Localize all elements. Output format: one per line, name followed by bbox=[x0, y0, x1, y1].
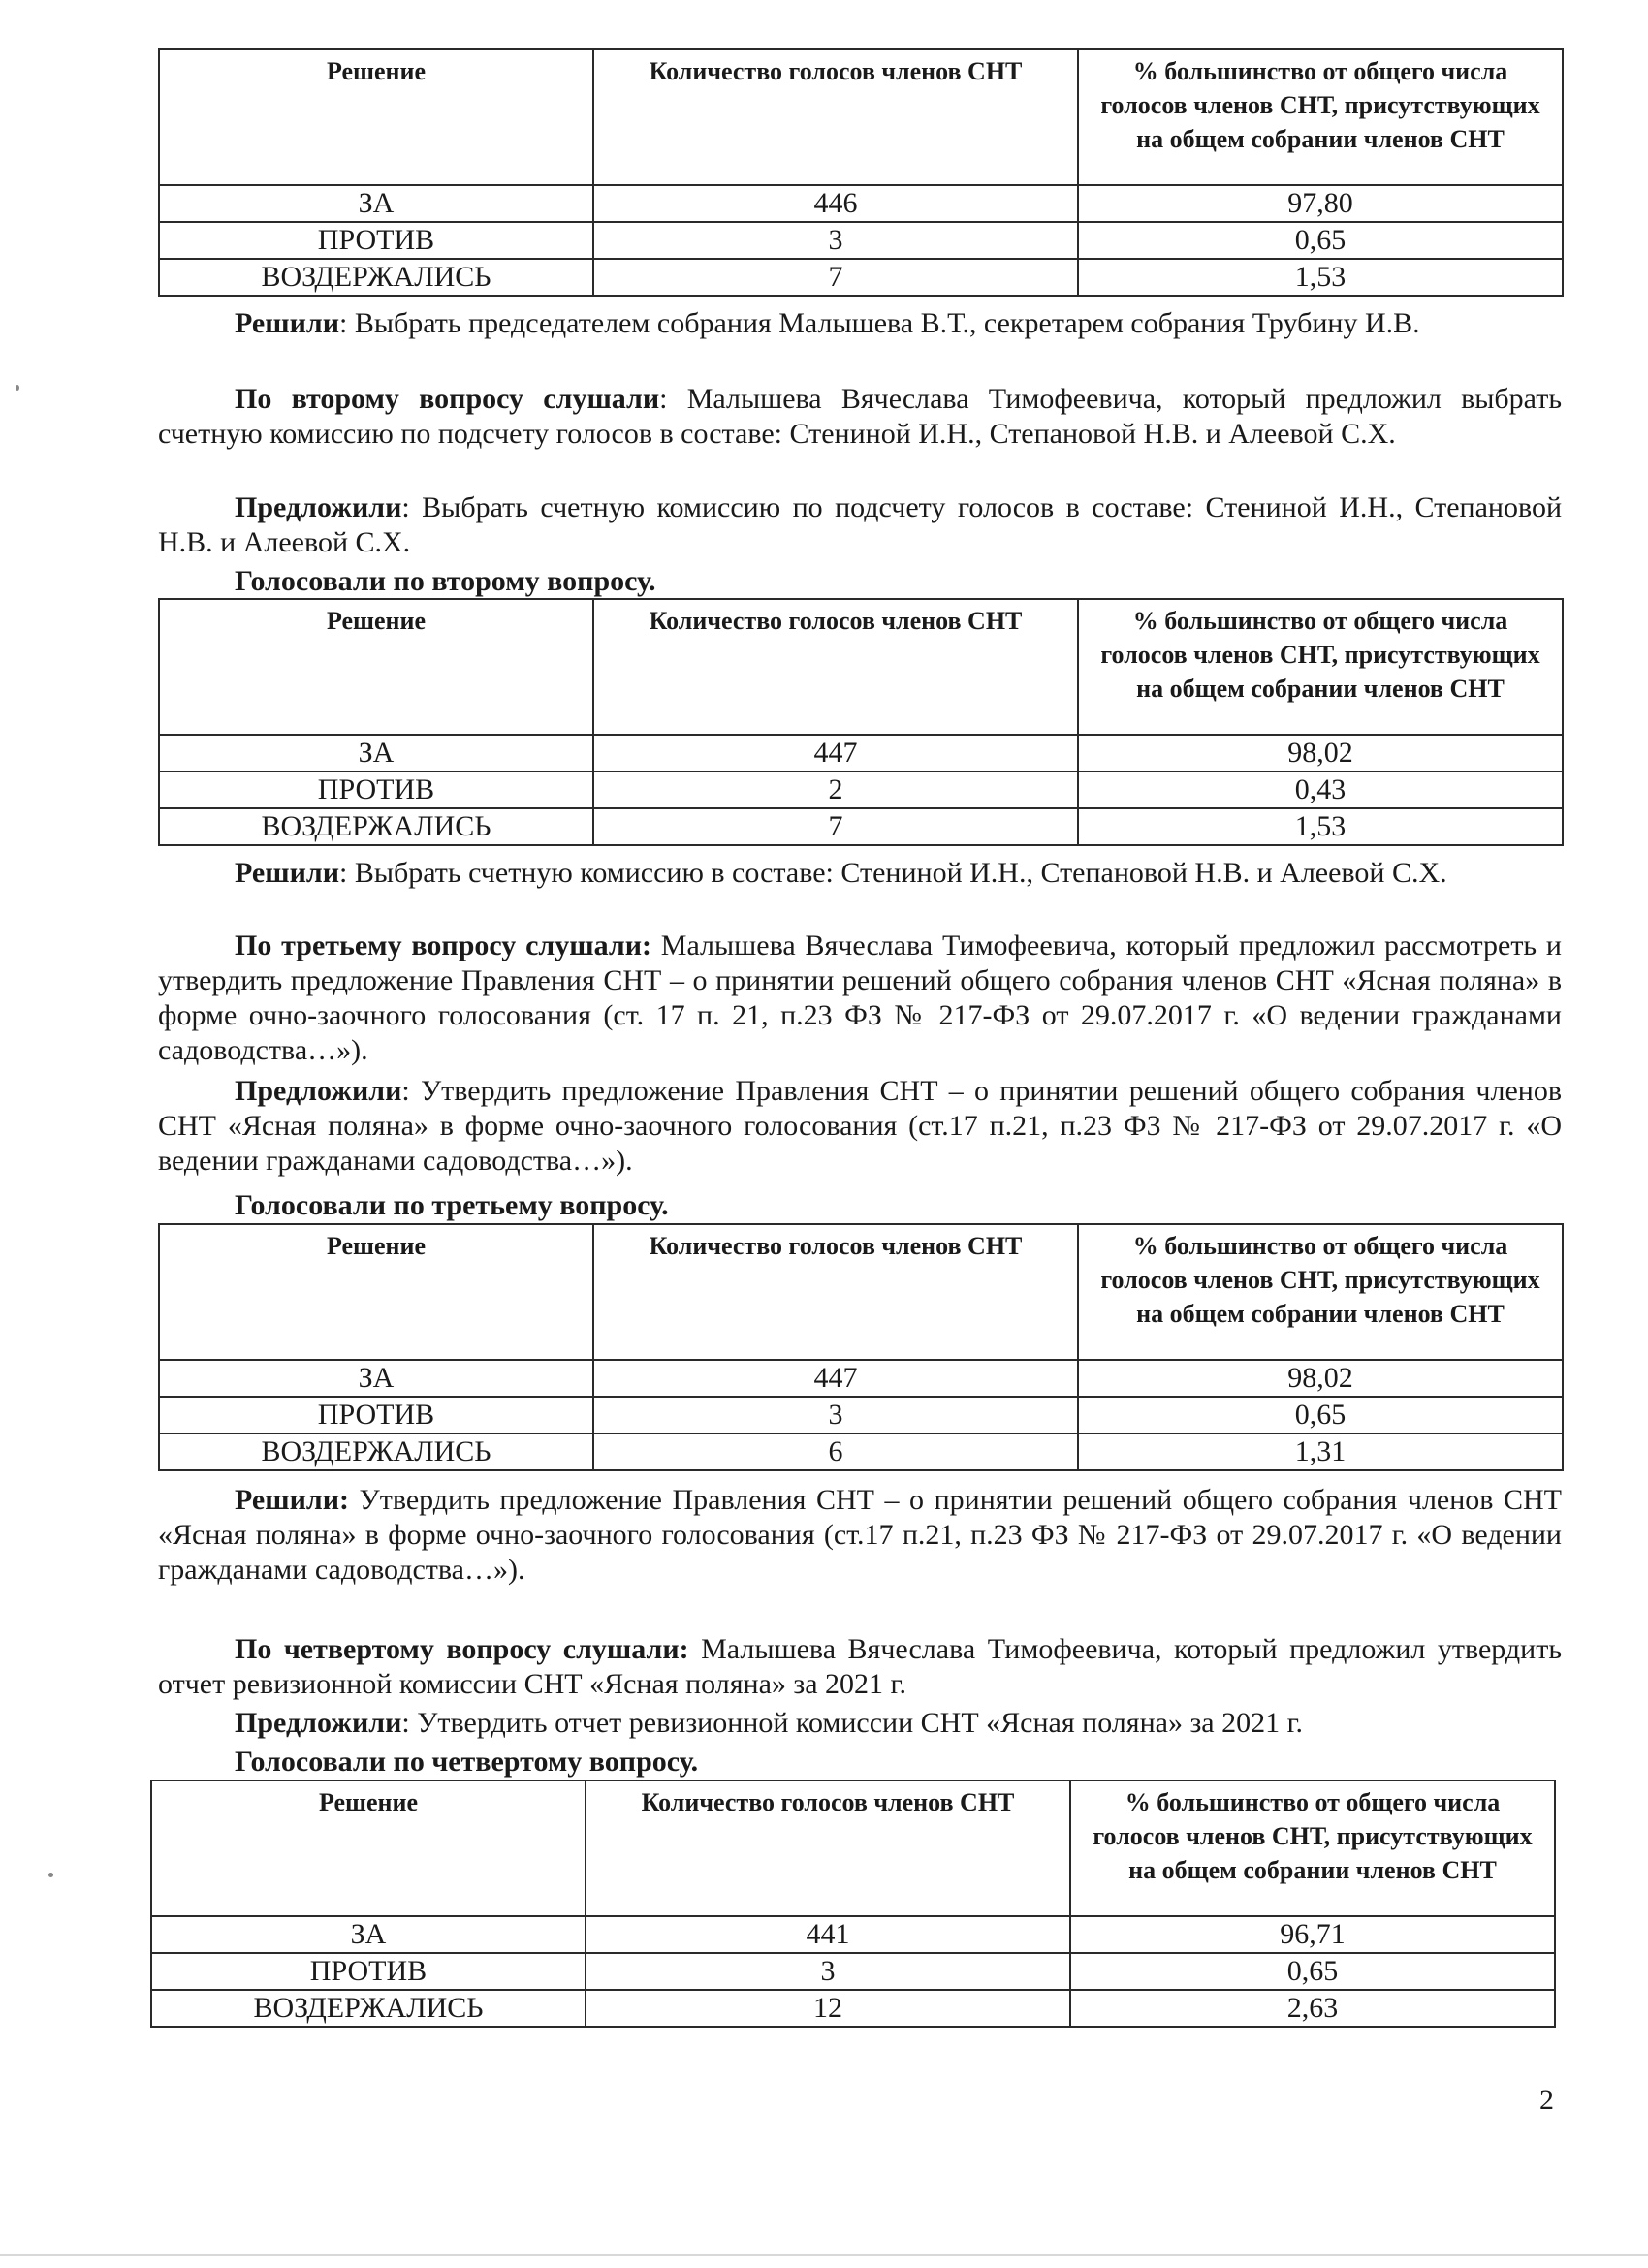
decision-cell: ПРОТИВ bbox=[151, 1953, 586, 1990]
header-votes: Количество голосов членов СНТ bbox=[586, 1780, 1070, 1916]
q3-voted-heading: Голосовали по третьему вопросу. bbox=[235, 1189, 669, 1221]
vote-table-q1 bbox=[158, 48, 1564, 297]
votes-cell: 441 bbox=[586, 1916, 1070, 1953]
percent-cell: 0,65 bbox=[1078, 1397, 1563, 1433]
table-row bbox=[159, 185, 1563, 222]
q3-proposed bbox=[158, 1074, 1562, 1179]
percent-cell: 0,65 bbox=[1078, 222, 1563, 259]
decided-text: Утвердить предложение Правления СНТ – о принятии решений общего собрания членов СНТ «Ясная поляна» в форме очно-заочного голосования (ст.17 п.21, п.23 ФЗ № 217-ФЗ от 29.07.2017 г. «О ведении гражданами садоводства…»). bbox=[158, 1484, 1562, 1586]
table-row bbox=[159, 259, 1563, 296]
heard-label: По четвертому вопросу слушали: bbox=[235, 1633, 689, 1665]
decision-cell: ВОЗДЕРЖАЛИСЬ bbox=[159, 259, 593, 296]
proposed-text: : Утвердить предложение Правления СНТ – о принятии решений общего собрания членов СНТ «Ясная поляна» в форме очно-заочного голосования (ст.17 п.21, п.23 ФЗ № 217-ФЗ от 29.07.2017 г. «О ведении гражданами садоводства…»). bbox=[158, 1075, 1562, 1177]
header-votes: Количество голосов членов СНТ bbox=[593, 49, 1078, 185]
header-percent: % большинство от общего числа голосов членов СНТ, присутствующих на общем собрании членов СНТ bbox=[1078, 1224, 1563, 1360]
decided-label: Решили: bbox=[235, 1484, 349, 1516]
scan-speck bbox=[48, 1873, 53, 1877]
votes-cell: 7 bbox=[593, 259, 1078, 296]
votes-cell: 7 bbox=[593, 808, 1078, 845]
q2-heard bbox=[158, 382, 1562, 452]
decision-cell: ВОЗДЕРЖАЛИСЬ bbox=[151, 1990, 586, 2027]
header-decision: Решение bbox=[151, 1780, 586, 1916]
q4-heard bbox=[158, 1632, 1562, 1702]
vote-table-q3 bbox=[158, 1223, 1564, 1471]
votes-cell: 2 bbox=[593, 772, 1078, 808]
decided-label: Решили bbox=[235, 307, 339, 339]
heard-text: : Малышева Вячеслава Тимофеевича, который предложил выбрать счетную комиссию по подсчету голосов в составе: Стениной И.Н., Степановой Н.В. и Алеевой С.Х. bbox=[158, 383, 1562, 450]
percent-cell: 0,43 bbox=[1078, 772, 1563, 808]
table-row bbox=[151, 1990, 1555, 2027]
q4-voted-heading: Голосовали по четвертому вопросу. bbox=[235, 1746, 699, 1778]
votes-cell: 446 bbox=[593, 185, 1078, 222]
vote-table-q4 bbox=[150, 1780, 1556, 2028]
decided-label: Решили bbox=[235, 857, 339, 889]
q4-proposed bbox=[158, 1706, 1562, 1741]
header-percent: % большинство от общего числа голосов членов СНТ, присутствующих на общем собрании членов СНТ bbox=[1078, 49, 1563, 185]
proposed-label: Предложили bbox=[235, 1707, 402, 1739]
votes-cell: 3 bbox=[593, 1397, 1078, 1433]
decided-text: : Выбрать счетную комиссию в составе: Стениной И.Н., Степановой Н.В. и Алеевой С.Х. bbox=[338, 857, 1447, 889]
votes-cell: 447 bbox=[593, 735, 1078, 772]
header-votes: Количество голосов членов СНТ bbox=[593, 599, 1078, 735]
percent-cell: 1,31 bbox=[1078, 1433, 1563, 1470]
q2-voted-heading: Голосовали по второму вопросу. bbox=[235, 565, 656, 597]
scan-speck bbox=[16, 385, 19, 391]
header-percent: % большинство от общего числа голосов членов СНТ, присутствующих на общем собрании членов СНТ bbox=[1070, 1780, 1555, 1916]
q2-proposed bbox=[158, 490, 1562, 560]
table-row bbox=[151, 1916, 1555, 1953]
decision-cell: ПРОТИВ bbox=[159, 1397, 593, 1433]
scan-edge-line bbox=[0, 2254, 1648, 2256]
table-row bbox=[159, 1360, 1563, 1397]
decision-cell: ЗА bbox=[151, 1916, 586, 1953]
table-header-row bbox=[159, 1224, 1563, 1360]
table-header-row bbox=[159, 599, 1563, 735]
percent-cell: 97,80 bbox=[1078, 185, 1563, 222]
header-votes: Количество голосов членов СНТ bbox=[593, 1224, 1078, 1360]
decision-cell: ЗА bbox=[159, 1360, 593, 1397]
vote-table-q2 bbox=[158, 598, 1564, 846]
table-row bbox=[159, 735, 1563, 772]
decision-cell: ПРОТИВ bbox=[159, 222, 593, 259]
q2-decision bbox=[158, 856, 1562, 891]
percent-cell: 0,65 bbox=[1070, 1953, 1555, 1990]
table-row bbox=[159, 808, 1563, 845]
header-decision: Решение bbox=[159, 49, 593, 185]
proposed-label: Предложили bbox=[235, 491, 402, 523]
q1-decision bbox=[158, 306, 1562, 341]
decided-text: : Выбрать председателем собрания Малышева В.Т., секретарем собрания Трубину И.В. bbox=[338, 307, 1420, 339]
table-row bbox=[159, 1397, 1563, 1433]
decision-cell: ВОЗДЕРЖАЛИСЬ bbox=[159, 1433, 593, 1470]
heard-text: Малышева Вячеслава Тимофеевича, который предложил утвердить отчет ревизионной комиссии СНТ «Ясная поляна» за 2021 г. bbox=[158, 1633, 1562, 1700]
votes-cell: 12 bbox=[586, 1990, 1070, 2027]
heard-label: По второму вопросу слушали bbox=[235, 383, 660, 415]
q3-heard bbox=[158, 929, 1562, 1068]
table-header-row bbox=[159, 49, 1563, 185]
percent-cell: 98,02 bbox=[1078, 735, 1563, 772]
votes-cell: 3 bbox=[593, 222, 1078, 259]
header-decision: Решение bbox=[159, 599, 593, 735]
header-decision: Решение bbox=[159, 1224, 593, 1360]
percent-cell: 98,02 bbox=[1078, 1360, 1563, 1397]
decision-cell: ВОЗДЕРЖАЛИСЬ bbox=[159, 808, 593, 845]
decision-cell: ЗА bbox=[159, 185, 593, 222]
heard-text: Малышева Вячеслава Тимофеевича, который предложил рассмотреть и утвердить предложение Правления СНТ – о принятии решений общего собрания членов СНТ «Ясная поляна» в форме очно-заочного голосования (ст. 17 п. 21, п.23 ФЗ № 217-ФЗ от 29.07.2017 г. «О ведении гражданами садоводства…»). bbox=[158, 929, 1562, 1066]
votes-cell: 6 bbox=[593, 1433, 1078, 1470]
percent-cell: 1,53 bbox=[1078, 259, 1563, 296]
table-row bbox=[159, 772, 1563, 808]
table-header-row bbox=[151, 1780, 1555, 1916]
proposed-text: : Выбрать счетную комиссию по подсчету голосов в составе: Стениной И.Н., Степановой Н.В. и Алеевой С.Х. bbox=[158, 491, 1562, 558]
header-percent: % большинство от общего числа голосов членов СНТ, присутствующих на общем собрании членов СНТ bbox=[1078, 599, 1563, 735]
percent-cell: 1,53 bbox=[1078, 808, 1563, 845]
percent-cell: 96,71 bbox=[1070, 1916, 1555, 1953]
percent-cell: 2,63 bbox=[1070, 1990, 1555, 2027]
votes-cell: 447 bbox=[593, 1360, 1078, 1397]
proposed-label: Предложили bbox=[235, 1075, 402, 1107]
heard-label: По третьему вопросу слушали: bbox=[235, 929, 651, 961]
table-row bbox=[159, 222, 1563, 259]
q3-decision bbox=[158, 1483, 1562, 1588]
decision-cell: ПРОТИВ bbox=[159, 772, 593, 808]
proposed-text: : Утвердить отчет ревизионной комиссии СНТ «Ясная поляна» за 2021 г. bbox=[401, 1707, 1304, 1739]
page-number: 2 bbox=[1539, 2084, 1554, 2116]
votes-cell: 3 bbox=[586, 1953, 1070, 1990]
table-row bbox=[159, 1433, 1563, 1470]
table-row bbox=[151, 1953, 1555, 1990]
decision-cell: ЗА bbox=[159, 735, 593, 772]
